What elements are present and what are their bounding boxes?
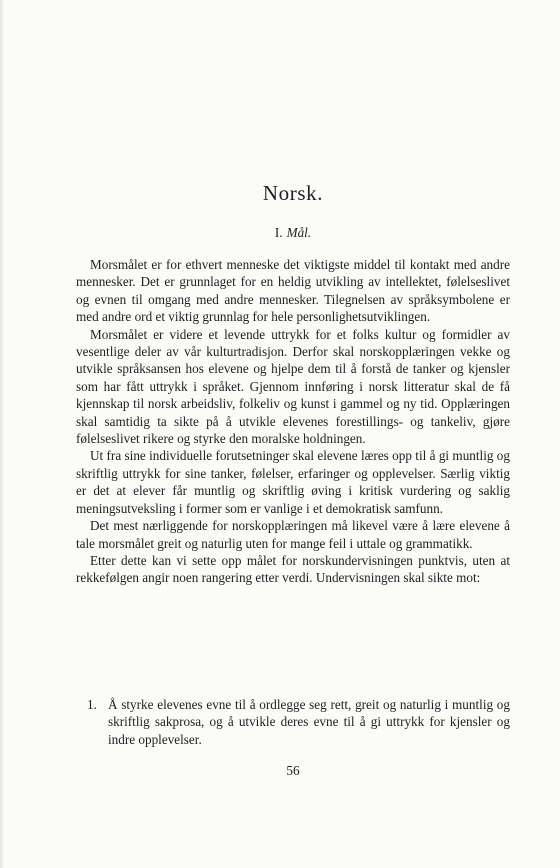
- goal-text: Å styrke elevenes evne til å ordlegge seg rett, greit og naturlig i muntlig og skriftlig sakprosa, og å utvikle deres evne til å gi uttrykk for kjensler og indre opplevelser.: [108, 697, 510, 747]
- scan-edge: [0, 0, 4, 868]
- list-item: [76, 696, 510, 748]
- section-number: I.: [274, 225, 283, 240]
- chapter-title: Norsk.: [262, 181, 324, 205]
- section-title: Mål.: [286, 225, 312, 240]
- paragraph: Det mest nærliggende for norskopplæringen må likevel være å lære elevene å tale morsmålet greit og naturlig uten for mange feil i uttale og grammatikk.: [76, 518, 510, 551]
- paragraph: Etter dette kan vi sette opp målet for norskundervisningen punktvis, uten at rekkefølgen angir noen rangering etter verdi. Undervisningen skal sikte mot:: [76, 552, 510, 586]
- paragraph: Morsmålet er videre et levende uttrykk for et folks kultur og formidler av vesentlige deler av vår kulturtradisjon. Derfor skal norskopplæringen vekke og utvikle språksansen hos elevene og hjelpe dem til å forstå de tanker og kjensler som har fått uttrykk i språket. Gjennom innføring i norsk litteratur skal de få kjennskap til norsk arbeidsliv, folkeliv og kunst i gammel og ny tid. Opplæringen skal samtidig ta sikte på å utvikle elevenes forestillings- og tankeliv, gjøre følelseslivet rikere og styrke den moralske holdningen.: [76, 326, 510, 447]
- goal-number: 1.: [87, 697, 97, 712]
- body-text: [76, 256, 510, 587]
- paragraph: Morsmålet er for ethvert menneske det viktigste middel til kontakt med andre mennesker. Det er grunnlaget for en heldig utvikling av intellektet, følelseslivet og evnen til omgang med andre mennesker. Tilegnelsen av språksymbolene er med andre ord et viktig grunnlag for hele personlighetsutviklingen.: [76, 257, 510, 325]
- page-number: 56: [286, 763, 300, 778]
- goal-list: [76, 696, 510, 748]
- paragraph: Ut fra sine individuelle forutsetninger skal elevene læres opp til å gi muntlig og skriftlig uttrykk for sine tanker, følelser, erfaringer og opplevelser. Særlig viktig er det at elever får muntlig og skriftlig øving i kritisk vurdering og saklig meningsutveksling i former som er vanlige i et demokratisk samfunn.: [76, 448, 510, 516]
- document-page: [76, 0, 510, 868]
- section-heading: [76, 225, 510, 241]
